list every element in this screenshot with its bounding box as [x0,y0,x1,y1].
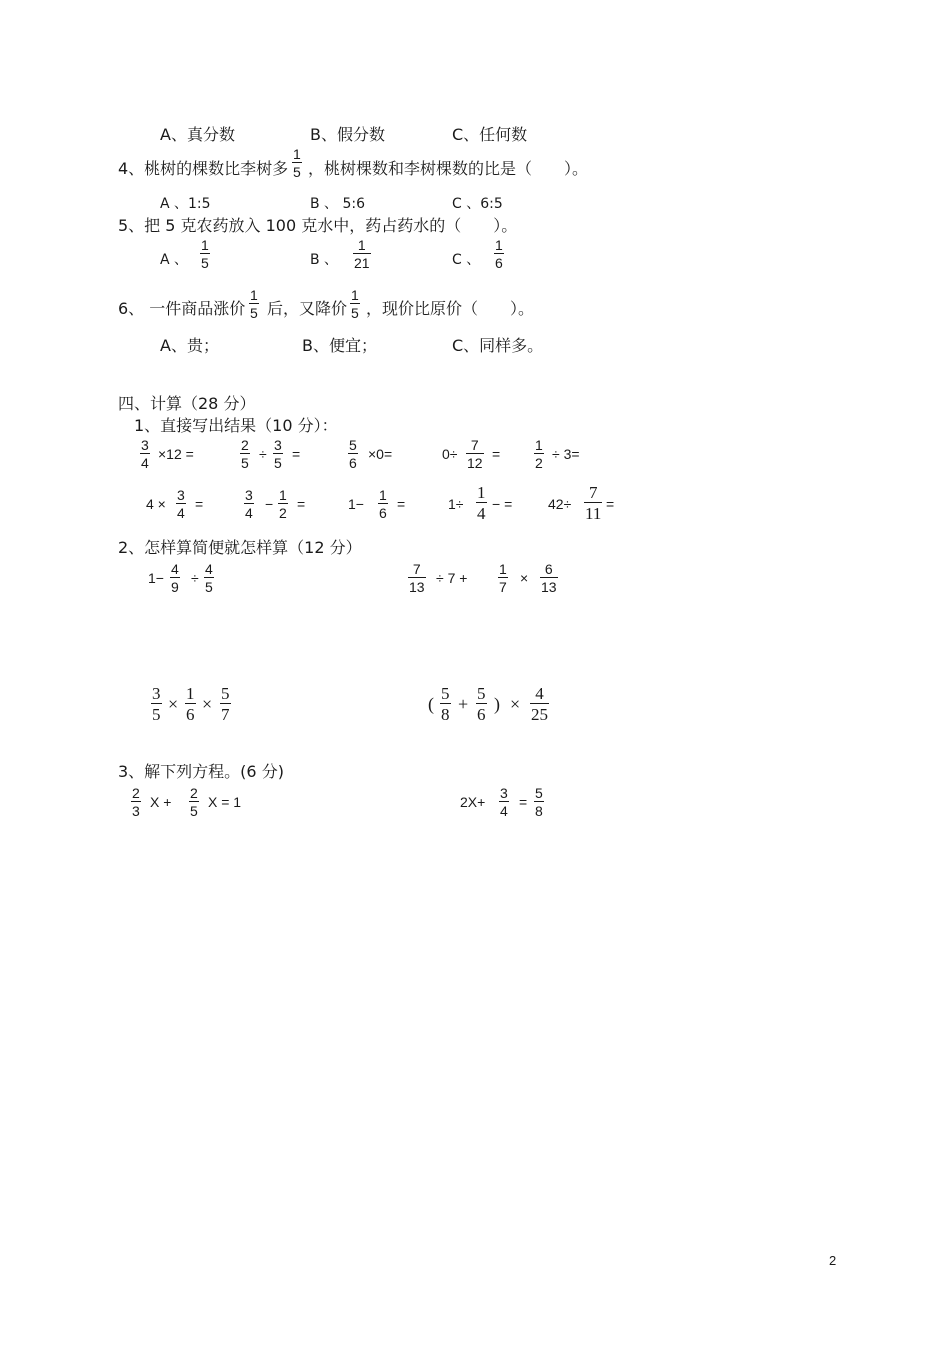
p1-item6-fraction [176,487,186,521]
numerator: 3 [152,684,161,703]
numerator: 1 [250,287,258,303]
numerator: 4 [205,561,213,577]
q3-option-b: B、假分数 [310,125,385,144]
denominator: 5 [250,305,258,321]
p1-item8-head: 1− [348,496,364,512]
p1-item7-fraction-2 [278,487,288,521]
denominator: 4 [500,803,508,819]
numerator: 6 [544,561,553,577]
denominator: 8 [441,705,450,724]
q6-question-post: ，现价比原价（ ）。 [366,299,535,318]
p2-expr4-fraction-2 [476,684,487,724]
numerator: 2 [241,437,249,453]
p1-item9-head: 1÷ [448,496,464,512]
q6-question-mid: 后，又降价 [267,299,348,318]
numerator: 1 [357,237,366,253]
q4-fraction [292,146,302,180]
denominator: 5 [201,255,209,271]
q6-option-c: C、同样多。 [452,336,544,355]
denominator: 5 [190,803,198,819]
p3-eq1-fraction-1 [131,785,141,819]
p3-eq2-head: 2X+ [460,794,486,810]
part1-title: 1、直接写出结果（10 分）： [134,416,338,435]
q5-question: 5、把 5 克农药放入 100 克水中，药占药水的（ ）。 [118,216,518,235]
denominator: 7 [221,705,230,724]
denominator: 4 [245,505,253,521]
denominator: 4 [177,505,185,521]
p1-item7-tail: = [297,496,306,512]
p1-item6-head: 4 × [146,496,166,512]
p1-item6-tail: = [195,496,204,512]
denominator: 5 [351,305,359,321]
numerator: 1 [379,487,387,503]
denominator: 6 [186,705,195,724]
p1-item10-tail: = [606,496,615,512]
denominator: 2 [279,505,287,521]
p3-eq1-mid: X + [150,794,172,810]
denominator: 4 [141,455,149,471]
p3-eq1-fraction-2 [189,785,199,819]
q6-fraction-1 [249,287,259,321]
p2-expr4-fraction-3 [530,684,549,724]
numerator: 2 [190,785,198,801]
denominator: 13 [409,579,425,595]
q5-option-b: B 、 [310,252,339,268]
denominator: 6 [477,705,486,724]
p1-item2-tail: = [292,446,301,462]
p2-expr1-fraction-1 [170,561,180,595]
denominator: 25 [531,705,548,724]
q5-option-c: C 、 [452,252,481,268]
numerator: 5 [349,437,357,453]
q5-option-a: A 、 [160,252,189,268]
denominator: 8 [535,803,543,819]
p2-expr2-fraction-1 [408,561,426,595]
numerator: 3 [141,437,149,453]
p1-item7-fraction-1 [244,487,254,521]
denominator: 6 [495,255,503,271]
p2-expr2-fraction-2 [498,561,508,595]
denominator: 5 [205,579,213,595]
p3-eq2-mid: = [519,794,528,810]
q4-question-pre: 4、桃树的棵数比李树多 [118,159,289,178]
q3-option-c: C、任何数 [452,125,528,144]
numerator: 1 [477,483,486,502]
q4-option-c: C 、6:5 [452,196,503,212]
p2-expr1-op: ÷ [191,570,199,586]
denominator: 5 [293,164,301,180]
p1-item9-fraction [476,483,487,523]
q6-fraction-2 [350,287,360,321]
p2-expr3-op1: × [168,694,179,714]
denominator: 11 [585,504,602,523]
part3-title: 3、解下列方程。(6 分) [118,762,284,781]
part2-title: 2、怎样算简便就怎样算（12 分） [118,538,362,557]
p1-item2-fraction-2 [273,437,283,471]
p1-item10-head: 42÷ [548,496,572,512]
denominator: 5 [241,455,249,471]
numerator: 1 [495,237,503,253]
denominator: 5 [152,705,161,724]
p2-expr2-fraction-3 [540,561,558,595]
numerator: 5 [535,785,543,801]
numerator: 1 [351,287,359,303]
section-title: 四、计算（28 分） [118,394,256,413]
numerator: 4 [535,684,544,703]
p1-item4-fraction [466,437,484,471]
numerator: 1 [186,684,195,703]
p2-expr2-op2: × [520,570,529,586]
numerator: 1 [201,237,209,253]
numerator: 1 [293,146,301,162]
numerator: 5 [477,684,486,703]
p2-expr2-op1: ÷ 7 + [436,570,468,586]
q6-option-b: B、便宜； [302,336,377,355]
numerator: 7 [412,561,421,577]
q5-option-a-fraction [200,237,210,271]
denominator: 21 [354,255,370,271]
q6-option-a: A、贵； [160,336,219,355]
p1-item1-fraction [140,437,150,471]
denominator: 13 [541,579,557,595]
p1-item5-tail: ÷ 3= [552,446,580,462]
p3-eq2-fraction-2 [534,785,544,819]
p1-item4-head: 0÷ [442,446,458,462]
p3-eq2-fraction-1 [499,785,509,819]
p1-item4-tail: = [492,446,501,462]
p2-expr1-fraction-2 [204,561,214,595]
p2-expr3-fraction-1 [151,684,162,724]
p2-expr4-op2: × [510,694,521,714]
numerator: 1 [279,487,287,503]
p2-expr4-lparen: ( [428,694,434,714]
p1-item2-op: ÷ [259,446,267,462]
p2-expr4-rparen: ) [494,694,500,714]
denominator: 6 [379,505,387,521]
q4-option-b: B 、 5:6 [310,196,366,212]
q5-option-c-fraction [494,237,504,271]
p1-item9-tail: − = [492,496,513,512]
p1-item10-fraction [584,483,602,523]
p2-expr4-op1: + [458,694,469,714]
numerator: 7 [470,437,479,453]
numerator: 5 [441,684,450,703]
denominator: 5 [274,455,282,471]
p2-expr4-fraction-1 [440,684,451,724]
numerator: 3 [177,487,185,503]
denominator: 7 [499,579,507,595]
numerator: 1 [499,561,507,577]
p1-item8-tail: = [397,496,406,512]
q4-question-post: ，桃树棵数和李树棵数的比是（ ）。 [308,159,589,178]
numerator: 2 [132,785,140,801]
q4-option-a: A 、1:5 [160,196,211,212]
numerator: 4 [171,561,179,577]
p2-expr3-fraction-3 [220,684,231,724]
numerator: 5 [221,684,230,703]
p1-item3-tail: ×0= [368,446,393,462]
q6-question-pre: 6、 一件商品涨价 [118,299,246,318]
denominator: 12 [467,455,483,471]
p2-expr1-head: 1− [148,570,164,586]
denominator: 2 [535,455,543,471]
numerator: 7 [588,483,598,502]
denominator: 3 [132,803,140,819]
q3-option-a: A、真分数 [160,125,235,144]
page-number: 2 [829,1253,837,1268]
denominator: 6 [349,455,357,471]
p1-item8-fraction [378,487,388,521]
numerator: 1 [535,437,543,453]
numerator: 3 [245,487,253,503]
denominator: 9 [171,579,179,595]
numerator: 3 [274,437,282,453]
p1-item5-fraction [534,437,544,471]
q5-option-b-fraction [353,237,371,271]
p2-expr3-op2: × [202,694,213,714]
p1-item2-fraction-1 [240,437,250,471]
p1-item7-op: − [265,496,274,512]
denominator: 4 [477,504,486,523]
p3-eq1-tail: X = 1 [208,794,242,810]
p1-item1-tail: ×12 = [158,446,194,462]
numerator: 3 [500,785,508,801]
p2-expr3-fraction-2 [185,684,196,724]
p1-item3-fraction [348,437,358,471]
